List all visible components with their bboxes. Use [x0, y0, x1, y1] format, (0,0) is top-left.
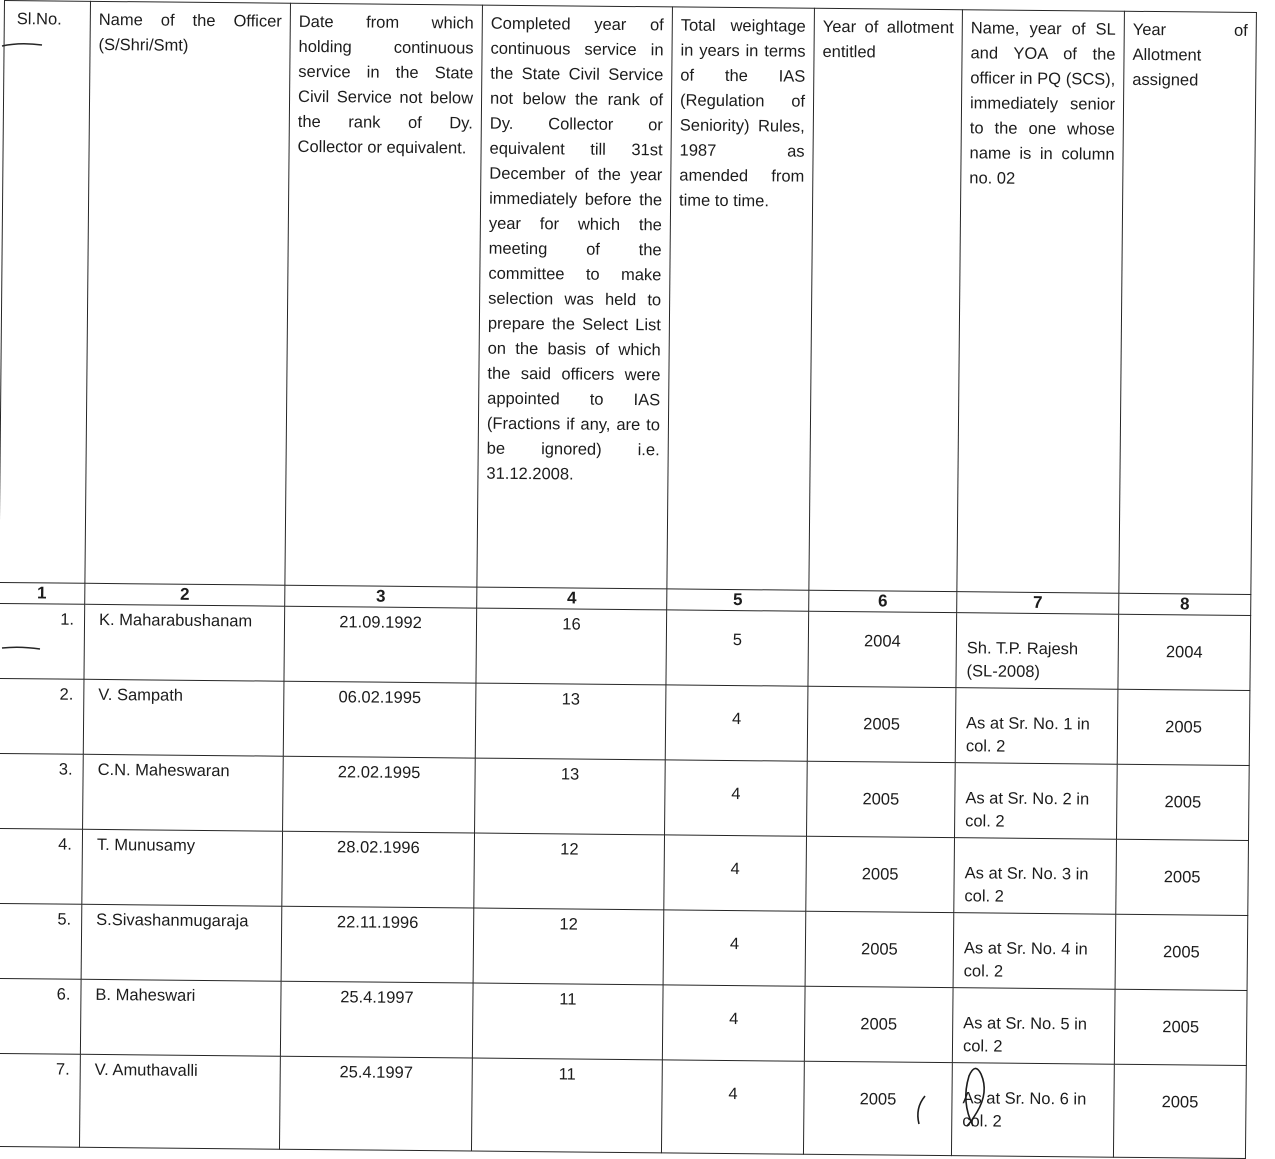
cell-officer-name: V. Amuthavalli	[79, 1054, 280, 1149]
cell-completed-years: 12	[474, 833, 665, 910]
cell-senior-officer: As at Sr. No. 1 in col. 2	[955, 688, 1118, 765]
cell-yoa-assigned: 2004	[1118, 614, 1251, 690]
cell-weightage: 4	[664, 835, 807, 911]
header-officer-name: Name of the Officer (S/Shri/Smt)	[85, 1, 291, 585]
cell-sl-no: 4.	[0, 828, 83, 904]
cell-completed-years: 13	[475, 683, 666, 760]
cell-weightage: 4	[661, 1060, 804, 1154]
table-row	[0, 753, 1249, 840]
cell-officer-name: S.Sivashanmugaraja	[81, 904, 282, 981]
table-row	[0, 903, 1248, 990]
cell-yoa-entitled: 2004	[808, 611, 957, 687]
cell-senior-officer: As at Sr. No. 6 in col. 2	[951, 1063, 1114, 1158]
column-number: 4	[477, 587, 667, 610]
cell-officer-name: T. Munusamy	[82, 829, 283, 906]
cell-service-date: 21.09.1992	[284, 606, 477, 683]
cell-officer-name: C.N. Maheswaran	[83, 754, 284, 831]
table-row	[0, 828, 1248, 915]
header-yoa-assigned: Year of Allotment assigned	[1119, 11, 1257, 594]
cell-completed-years: 16	[476, 608, 667, 685]
cell-yoa-entitled: 2005	[805, 911, 954, 987]
table-row	[0, 1053, 1246, 1158]
column-number: 1	[0, 582, 85, 604]
handwritten-signature-icon	[895, 1062, 1005, 1128]
margin-tick-mark	[0, 640, 44, 660]
cell-senior-officer: Sh. T.P. Rajesh (SL-2008)	[956, 613, 1119, 690]
cell-sl-no: 7.	[0, 1053, 80, 1147]
cell-service-date: 06.02.1995	[283, 681, 476, 758]
table-row	[0, 978, 1247, 1065]
header-sl-no: Sl.No.	[0, 1, 90, 584]
cell-officer-name: K. Maharabushanam	[84, 604, 285, 681]
cell-service-date: 22.11.1996	[281, 906, 474, 983]
header-senior-officer: Name, year of SL and YOA of the officer in PQ (SCS), immediately senior to the one whose name is in column no. 02	[957, 10, 1125, 594]
cell-yoa-assigned: 2005	[1113, 1064, 1246, 1158]
margin-tick-mark	[0, 30, 44, 60]
cell-yoa-assigned: 2005	[1116, 839, 1249, 915]
cell-yoa-entitled: 2005	[804, 986, 953, 1062]
cell-officer-name: B. Maheswari	[80, 979, 281, 1056]
cell-completed-years: 12	[473, 908, 664, 985]
cell-weightage: 4	[665, 685, 808, 761]
cell-senior-officer: As at Sr. No. 2 in col. 2	[955, 763, 1118, 840]
cell-senior-officer: As at Sr. No. 5 in col. 2	[952, 988, 1115, 1065]
cell-service-date: 25.4.1997	[279, 1056, 472, 1151]
cell-service-date: 28.02.1996	[282, 831, 475, 908]
cell-yoa-assigned: 2005	[1116, 764, 1249, 840]
cell-yoa-entitled: 2005	[807, 761, 956, 837]
column-number: 7	[957, 592, 1119, 615]
cell-completed-years: 13	[475, 758, 666, 835]
cell-weightage: 4	[663, 910, 806, 986]
cell-completed-years: 11	[472, 983, 663, 1060]
cell-senior-officer: As at Sr. No. 4 in col. 2	[953, 913, 1116, 990]
table-row	[0, 603, 1251, 690]
cell-yoa-entitled: 2005	[803, 1061, 952, 1155]
cell-weightage: 4	[665, 760, 808, 836]
header-weightage: Total weightage in years in terms of the IAS (Regulation of Seniority) Rules, 1987 as amended from time to time.	[667, 7, 815, 590]
cell-service-date: 22.02.1995	[283, 756, 476, 833]
cell-senior-officer: As at Sr. No. 3 in col. 2	[954, 838, 1117, 915]
cell-sl-no: 1.	[0, 603, 85, 679]
column-number: 2	[85, 583, 285, 606]
cell-weightage: 5	[666, 610, 809, 686]
header-completed-years: Completed year of continuous service in the State Civil Service not below the rank of Dy. Collector or equivalent till 31st December of the year immediately before the year for which the meeting of the committee to make selection was held to prepare the Select List on the basis of which the said officers were appointed to IAS (Fractions if any, are to be ignored) i.e. 31.12.2008.	[477, 5, 673, 589]
header-service-date: Date from which holding continuous service in the State Civil Service not below the rank of Dy. Collector or equivalent.	[285, 3, 483, 587]
cell-sl-no: 6.	[0, 978, 81, 1054]
cell-weightage: 4	[662, 985, 805, 1061]
cell-yoa-entitled: 2005	[806, 836, 955, 912]
cell-sl-no: 3.	[0, 753, 83, 829]
cell-yoa-assigned: 2005	[1115, 914, 1248, 990]
cell-service-date: 25.4.1997	[280, 981, 473, 1058]
column-number: 8	[1119, 593, 1251, 615]
cell-completed-years: 11	[471, 1058, 662, 1153]
cell-yoa-entitled: 2005	[807, 686, 956, 762]
table-row	[0, 678, 1250, 765]
header-row	[0, 1, 1256, 595]
cell-sl-no: 2.	[0, 678, 84, 754]
column-number: 6	[809, 590, 957, 612]
cell-yoa-assigned: 2005	[1117, 689, 1250, 765]
header-yoa-entitled: Year of allotment entitled	[809, 8, 963, 591]
cell-officer-name: V. Sampath	[83, 679, 284, 756]
column-number: 5	[667, 589, 809, 611]
column-number: 3	[285, 585, 477, 608]
cell-yoa-assigned: 2005	[1114, 989, 1247, 1065]
cell-sl-no: 5.	[0, 903, 82, 979]
